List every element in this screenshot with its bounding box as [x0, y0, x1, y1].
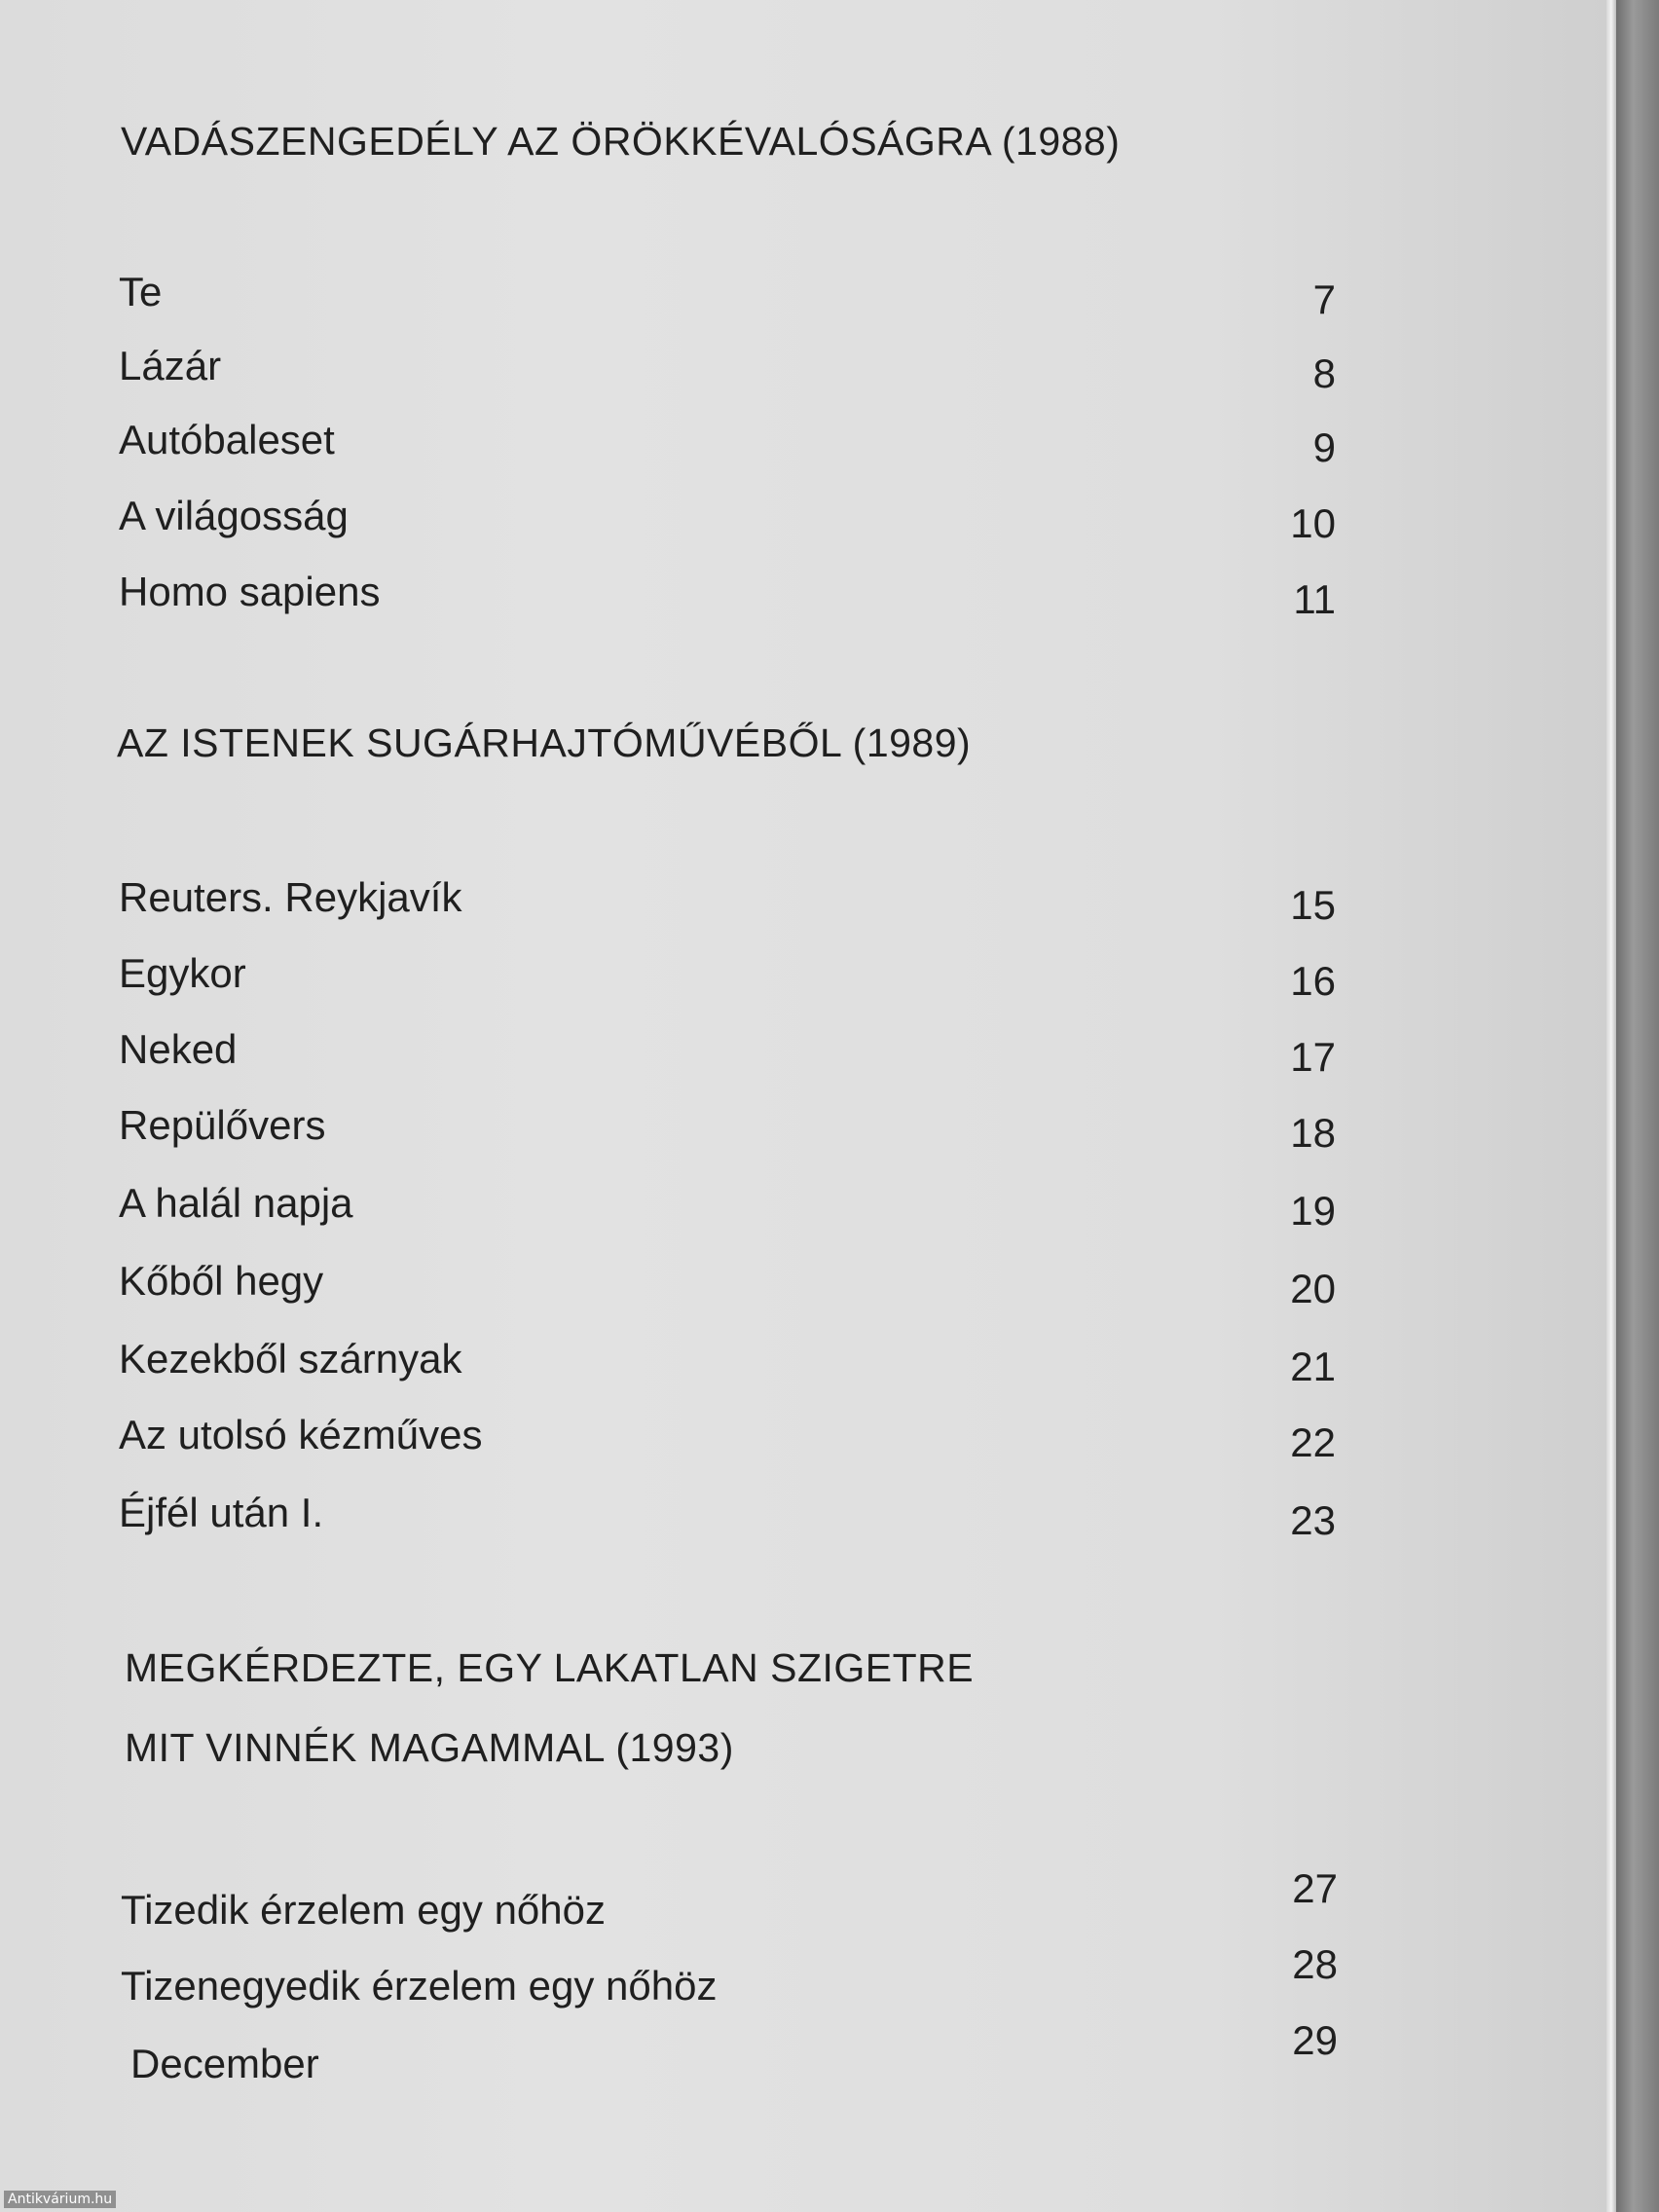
- toc-entry[interactable]: [119, 1336, 1336, 1394]
- entry-title: Egykor: [119, 950, 246, 996]
- entry-page-number: 27: [1292, 1865, 1338, 1911]
- entry-page-number: 28: [1292, 1941, 1338, 1987]
- entry-title: Kőből hegy: [119, 1258, 324, 1304]
- watermark: Antikvárium.hu: [4, 2191, 116, 2208]
- toc-entry[interactable]: [130, 2017, 1347, 2091]
- entry-title: Az utolsó kézműves: [119, 1412, 483, 1457]
- entry-title: Homo sapiens: [119, 569, 381, 614]
- toc-entry[interactable]: [119, 1258, 1336, 1316]
- entry-page-number: 18: [1290, 1110, 1336, 1156]
- entry-page-number: 19: [1290, 1188, 1336, 1234]
- entry-page-number: 20: [1290, 1266, 1336, 1311]
- entry-title: Kezekből szárnyak: [119, 1336, 462, 1382]
- entry-page-number: 29: [1292, 2017, 1338, 2063]
- entry-page-number: 15: [1290, 882, 1336, 928]
- toc-entry[interactable]: [119, 950, 1336, 1009]
- entry-title: Éjfél után I.: [119, 1490, 324, 1535]
- toc-entry[interactable]: [119, 874, 1336, 933]
- entry-title: A világosság: [119, 493, 349, 538]
- entry-page-number: 11: [1293, 576, 1336, 622]
- entry-page-number: 8: [1312, 350, 1336, 396]
- entry-page-number: 17: [1290, 1034, 1336, 1080]
- toc-entry[interactable]: [119, 1102, 1336, 1161]
- section-title-1993-line-1: MEGKÉRDEZTE, EGY LAKATLAN SZIGETRE: [125, 1645, 975, 1690]
- section-title-1993-line-2: MIT VINNÉK MAGAMMAL (1993): [125, 1725, 734, 1770]
- toc-entry[interactable]: [119, 569, 1336, 627]
- entry-title: Repülővers: [119, 1102, 326, 1148]
- toc-entry[interactable]: [121, 1865, 1338, 1937]
- toc-entry[interactable]: [119, 1180, 1336, 1238]
- entry-page-number: 23: [1290, 1497, 1336, 1543]
- entry-title: Autóbaleset: [119, 417, 335, 462]
- toc-entry[interactable]: [119, 343, 1336, 401]
- section-title-1988: VADÁSZENGEDÉLY AZ ÖRÖKKÉVALÓSÁGRA (1988): [121, 119, 1121, 164]
- toc-entry[interactable]: [119, 269, 1336, 327]
- toc-entry[interactable]: [119, 493, 1336, 551]
- entry-page-number: 9: [1312, 424, 1336, 470]
- entry-title: Tizedik érzelem egy nőhöz: [121, 1887, 607, 1933]
- entry-title: Neked: [119, 1026, 238, 1072]
- page-edge: [1606, 0, 1616, 2212]
- entry-page-number: 10: [1290, 500, 1336, 546]
- entry-page-number: 22: [1290, 1419, 1336, 1465]
- section-title-1989: AZ ISTENEK SUGÁRHAJTÓMŰVÉBŐL (1989): [117, 720, 972, 765]
- entry-title: A halál napja: [119, 1180, 353, 1226]
- entry-title: December: [130, 2041, 319, 2086]
- entry-page-number: 7: [1312, 276, 1336, 322]
- binding-shadow: [1616, 0, 1659, 2212]
- toc-entry[interactable]: [121, 1941, 1338, 2013]
- entry-page-number: 16: [1290, 958, 1336, 1004]
- toc-entry[interactable]: [119, 417, 1336, 475]
- entry-title: Te: [119, 269, 163, 314]
- toc-entry[interactable]: [119, 1026, 1336, 1085]
- entry-title: Lázár: [119, 343, 222, 388]
- toc-entry[interactable]: [119, 1412, 1336, 1470]
- entry-title: Reuters. Reykjavík: [119, 874, 462, 920]
- entry-page-number: 21: [1290, 1344, 1336, 1389]
- toc-entry[interactable]: [119, 1490, 1336, 1548]
- entry-title: Tizenegyedik érzelem egy nőhöz: [121, 1963, 718, 2009]
